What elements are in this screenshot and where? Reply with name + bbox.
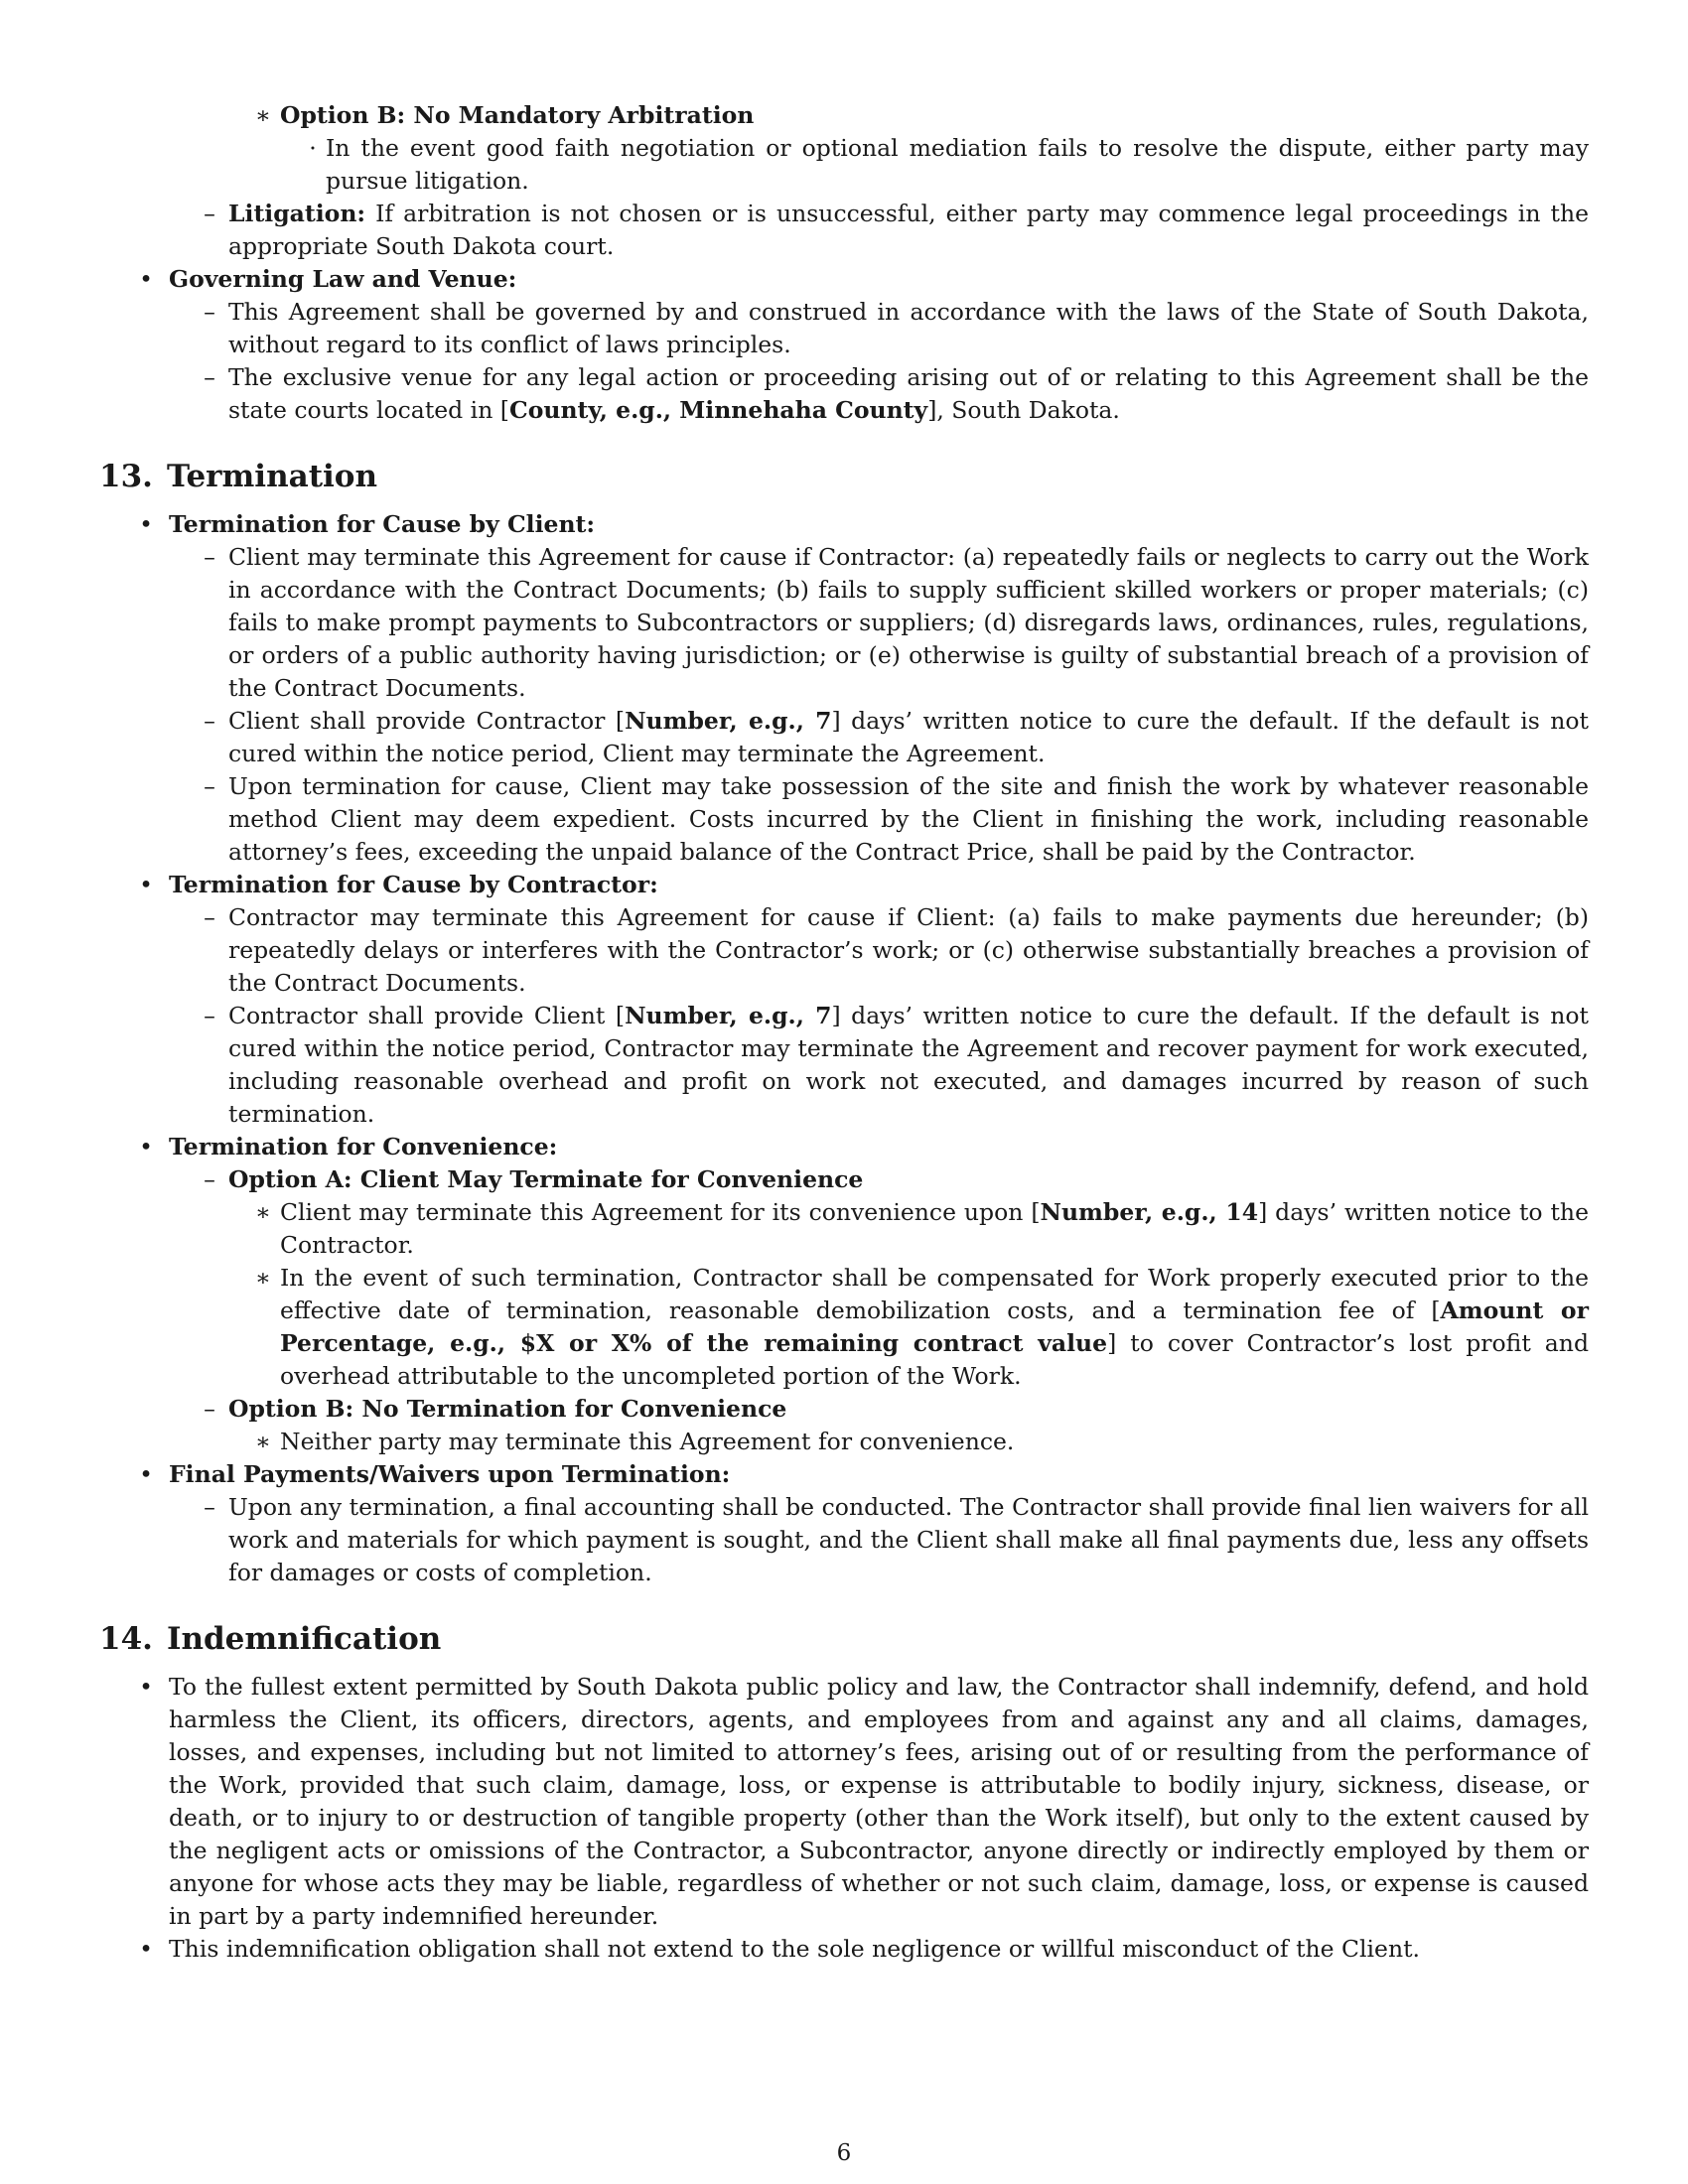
- governing-law-title: Governing Law and Venue:: [169, 265, 517, 293]
- star-marker: ∗: [255, 1198, 271, 1226]
- dash-marker: –: [204, 298, 215, 326]
- convenience-title: Termination for Convenience:: [169, 1133, 558, 1160]
- dash-marker: –: [204, 200, 215, 227]
- page-number: 6: [836, 2140, 852, 2166]
- client-cause-title: Termination for Cause by Client:: [169, 510, 596, 538]
- section-number: 13.: [99, 459, 153, 494]
- dash-marker: –: [204, 903, 215, 931]
- star-marker: ∗: [255, 1264, 271, 1292]
- list-item: [139, 1671, 1589, 1933]
- section-heading-indemnification: [99, 1619, 1589, 1659]
- list-item: [255, 1262, 1589, 1393]
- dash-marker: –: [204, 707, 215, 735]
- option-b-arbitration-text: In the event good faith negotiation or optional mediation fails to resolve the dispute, either party may pursue litigation.: [326, 134, 1589, 195]
- list-item: [255, 1196, 1589, 1262]
- option-a-title: Option A: Client May Terminate for Convenience: [228, 1165, 864, 1193]
- section-heading-termination: [99, 457, 1589, 496]
- client-notice-text: Client shall provide Contractor [: [228, 707, 626, 735]
- list-item: [204, 901, 1589, 1000]
- list-item: [139, 263, 1589, 296]
- section-number: 14.: [99, 1621, 153, 1657]
- list-item: [204, 770, 1589, 869]
- list-item: [309, 132, 1589, 198]
- list-item: [204, 1000, 1590, 1131]
- final-payments-title: Final Payments/Waivers upon Termination:: [169, 1460, 731, 1488]
- document-page: [99, 99, 1589, 1966]
- days-placeholder: Number, e.g., 7: [625, 1002, 832, 1029]
- list-item: [204, 198, 1589, 263]
- list-item: [204, 705, 1590, 770]
- list-item: [204, 1491, 1589, 1589]
- client-notice-text-end: ] days’ written notice to cure the default. If the default is not cured within the notice period, Client may terminate the Agreement.: [228, 707, 1590, 767]
- option-a-fee-text: In the event of such termination, Contractor shall be compensated for Work properly executed prior to the effective date of termination, reasonable demobilization costs, and a termination fee of [: [280, 1264, 1589, 1324]
- days-placeholder: Number, e.g., 14: [1040, 1198, 1259, 1226]
- fee-placeholder: Amount or Percentage, e.g., $X or X% of the remaining contract value: [280, 1297, 1589, 1357]
- indemnification-limit-text: This indemnification obligation shall not extend to the sole negligence or willful misconduct of the Client.: [169, 1935, 1420, 1963]
- dash-marker: –: [204, 1165, 215, 1193]
- bullet-marker: •: [139, 1935, 153, 1963]
- list-item: [255, 99, 1589, 132]
- final-payments-text: Upon any termination, a final accounting shall be conducted. The Contractor shall provide final lien waivers for all work and materials for which payment is sought, and the Client shall make all final payments due, less any offsets for damages or costs of completion.: [228, 1493, 1589, 1586]
- star-marker: ∗: [255, 101, 271, 129]
- governing-law-text: This Agreement shall be governed by and construed in accordance with the laws of the State of South Dakota, without regard to its conflict of laws principles.: [228, 298, 1589, 358]
- bullet-marker: •: [139, 510, 153, 538]
- contractor-notice-text-end: ] days’ written notice to cure the default. If the default is not cured within the notice period, Contractor may terminate the Agreement and recover payment for work executed, including reasonable overhead and profit on work not executed, and damages incurred by reason of such termination.: [228, 1002, 1590, 1128]
- list-item: [255, 1426, 1589, 1458]
- contractor-cause-text: Contractor may terminate this Agreement for cause if Client: (a) fails to make payments due hereunder; (b) repeatedly delays or interferes with the Contractor’s work; or (c) otherwise substantially breaches a provision of the Contract Documents.: [228, 903, 1589, 997]
- list-item: [204, 541, 1589, 705]
- bullet-marker: •: [139, 1673, 153, 1701]
- client-cause-text: Client may terminate this Agreement for cause if Contractor: (a) repeatedly fails or neglects to carry out the Work in accordance with the Contract Documents; (b) fails to supply sufficient skilled workers or proper materials; (c) fails to make prompt payments to Subcontractors or suppliers; (d) disregards laws, ordinances, rules, regulations, or orders of a public authority having jurisdiction; or (e) otherwise is guilty of substantial breach of a provision of the Contract Documents.: [228, 543, 1589, 702]
- bullet-marker: •: [139, 871, 153, 898]
- list-item: [204, 296, 1589, 361]
- days-placeholder: Number, e.g., 7: [625, 707, 832, 735]
- dash-marker: –: [204, 1395, 215, 1423]
- contractor-notice-text: Contractor shall provide Client [: [228, 1002, 626, 1029]
- option-a-text-end: ] days’ written notice to the Contractor.: [280, 1198, 1589, 1259]
- list-item: [139, 1131, 1589, 1163]
- venue-placeholder: County, e.g., Minnehaha County: [508, 396, 928, 424]
- dash-marker: –: [204, 363, 215, 391]
- contractor-cause-title: Termination for Cause by Contractor:: [169, 871, 658, 898]
- bullet-marker: •: [139, 1133, 153, 1160]
- section-title: Indemnification: [166, 1621, 442, 1657]
- list-item: [204, 1393, 1589, 1426]
- option-a-fee-text-end: ] to cover Contractor’s lost profit and overhead attributable to the uncompleted portion of the Work.: [280, 1329, 1589, 1390]
- dash-marker: –: [204, 1002, 215, 1029]
- list-item: [204, 1163, 1589, 1196]
- dash-marker: –: [204, 772, 215, 800]
- list-item: [139, 869, 1589, 901]
- list-item: [139, 508, 1589, 541]
- client-possession-text: Upon termination for cause, Client may take possession of the site and finish the work by whatever reasonable method Client may deem expedient. Costs incurred by the Client in finishing the work, including reasonable attorney’s fees, exceeding the unpaid balance of the Contract Price, shall be paid by the Contractor.: [228, 772, 1589, 866]
- venue-text-end: ], South Dakota.: [927, 396, 1120, 424]
- option-b-text: Neither party may terminate this Agreement for convenience.: [280, 1428, 1015, 1455]
- bullet-marker: •: [139, 265, 153, 293]
- dash-marker: –: [204, 1493, 215, 1521]
- litigation-text: If arbitration is not chosen or is unsuccessful, either party may commence legal proceedings in the appropriate South Dakota court.: [228, 200, 1589, 260]
- dash-marker: –: [204, 543, 215, 571]
- section-title: Termination: [166, 459, 378, 494]
- option-b-arbitration-title: Option B: No Mandatory Arbitration: [280, 101, 755, 129]
- star-marker: ∗: [255, 1428, 271, 1455]
- option-b-title: Option B: No Termination for Convenience: [228, 1395, 787, 1423]
- dot-marker: ·: [309, 134, 317, 162]
- list-item: [139, 1458, 1589, 1491]
- litigation-label: Litigation:: [228, 200, 366, 227]
- list-item: [139, 1933, 1589, 1966]
- option-a-text: Client may terminate this Agreement for its convenience upon [: [280, 1198, 1041, 1226]
- venue-text: The exclusive venue for any legal action or proceeding arising out of or relating to this Agreement shall be the state courts located in [: [228, 363, 1589, 424]
- indemnification-text: To the fullest extent permitted by South Dakota public policy and law, the Contractor shall indemnify, defend, and hold harmless the Client, its officers, directors, agents, and employees from and against any and all claims, damages, losses, and expenses, including but not limited to attorney’s fees, arising out of or resulting from the performance of the Work, provided that such claim, damage, loss, or expense is attributable to bodily injury, sickness, disease, or death, or to injury to or destruction of tangible property (other than the Work itself), but only to the extent caused by the negligent acts or omissions of the Contractor, a Subcontractor, anyone directly or indirectly employed by them or anyone for whose acts they may be liable, regardless of whether or not such claim, damage, loss, or expense is caused in part by a party indemnified hereunder.: [169, 1673, 1589, 1930]
- list-item: [204, 361, 1589, 427]
- bullet-marker: •: [139, 1460, 153, 1488]
